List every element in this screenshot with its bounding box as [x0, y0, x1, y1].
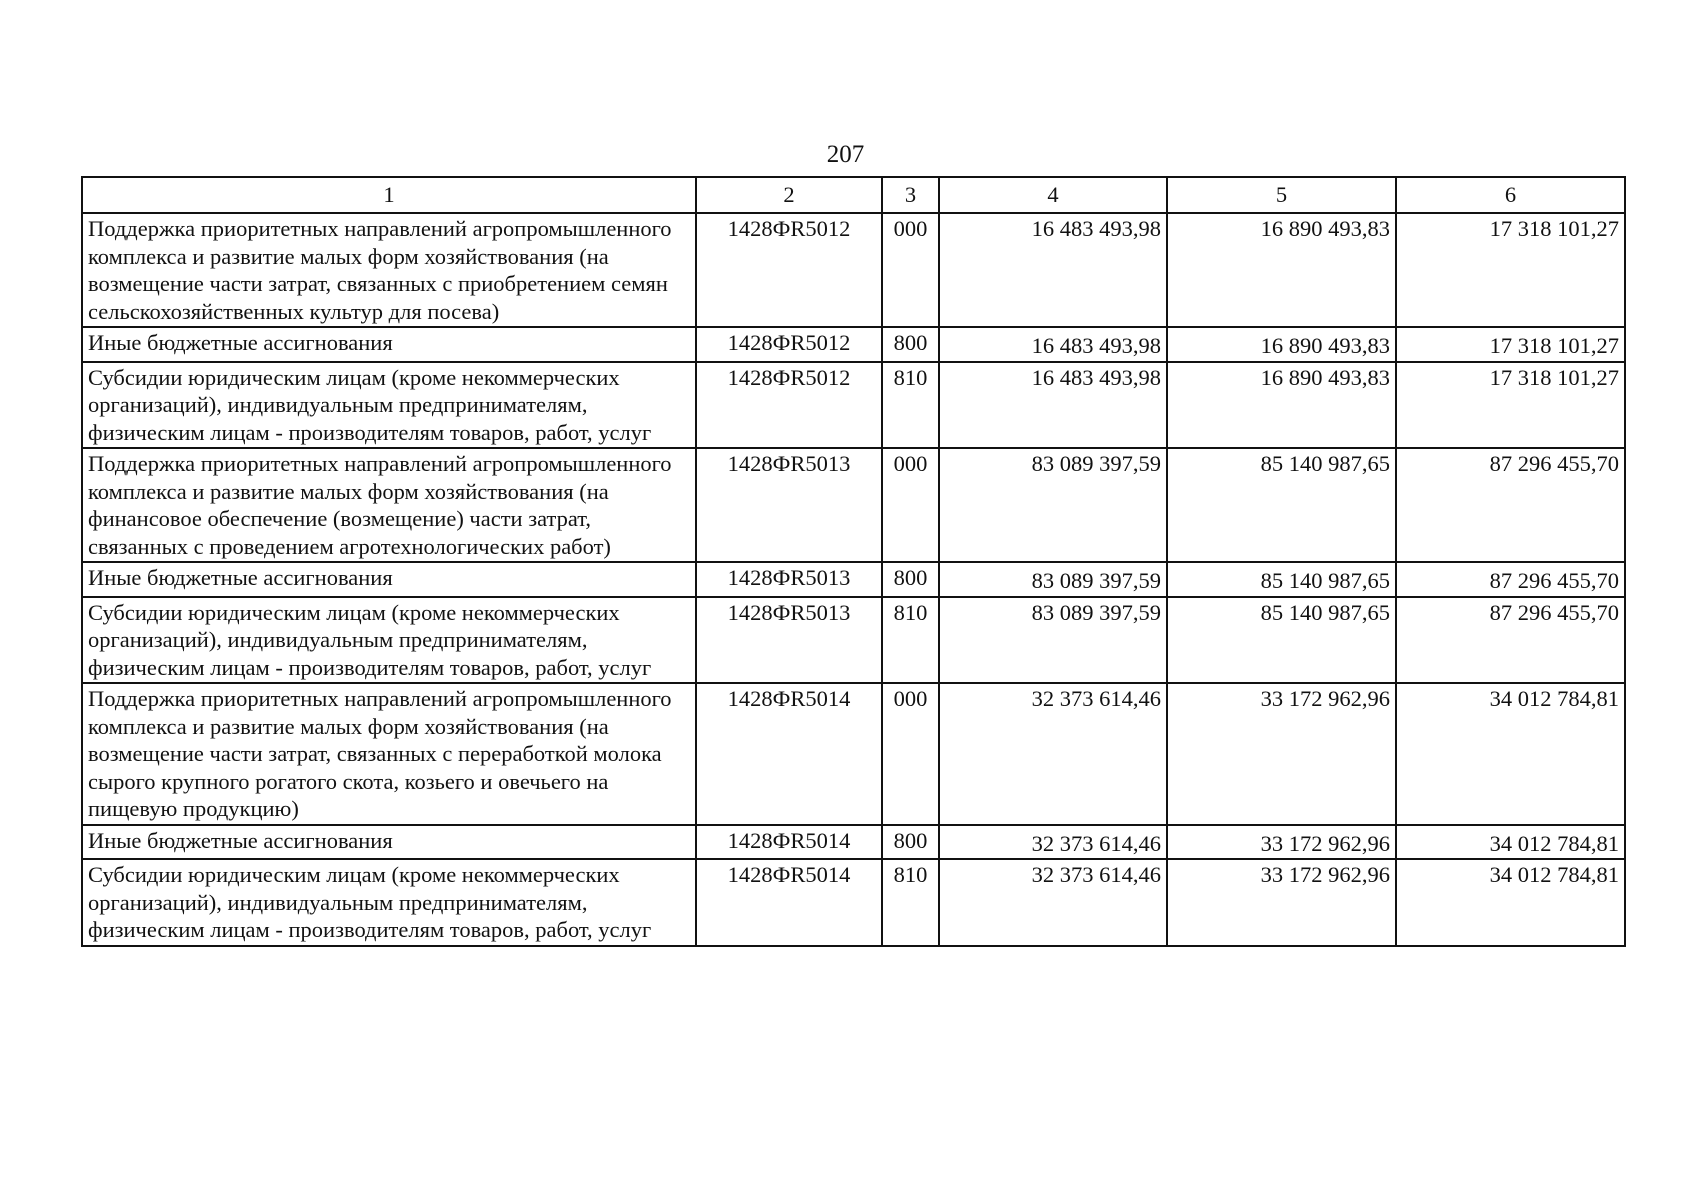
row-name: Субсидии юридическим лицам (кроме некоммерческих организаций), индивидуальным предпринимателям, физическим лицам - производителям товаров, работ, услуг	[82, 597, 696, 684]
row-name: Иные бюджетные ассигнования	[82, 327, 696, 362]
row-value-5: 16 890 493,83	[1167, 362, 1396, 449]
row-value-5: 85 140 987,65	[1167, 562, 1396, 597]
table-header-row	[82, 177, 1625, 213]
row-type: 000	[882, 683, 939, 825]
row-value-5: 33 172 962,96	[1167, 683, 1396, 825]
row-value-4: 83 089 397,59	[939, 562, 1167, 597]
row-type: 800	[882, 562, 939, 597]
page-number: 207	[826, 141, 865, 168]
column-header-6: 6	[1396, 177, 1625, 213]
row-type: 000	[882, 213, 939, 327]
row-value-5: 33 172 962,96	[1167, 859, 1396, 946]
budget-table	[81, 176, 1626, 947]
row-name: Поддержка приоритетных направлений агропромышленного комплекса и развитие малых форм хозяйствования (на возмещение части затрат, связанных с переработкой молока сырого крупного рогатого скота, козьего и овечьего на пищевую продукцию)	[82, 683, 696, 825]
row-value-6: 34 012 784,81	[1396, 825, 1625, 860]
row-name: Субсидии юридическим лицам (кроме некоммерческих организаций), индивидуальным предпринимателям, физическим лицам - производителям товаров, работ, услуг	[82, 859, 696, 946]
row-name: Субсидии юридическим лицам (кроме некоммерческих организаций), индивидуальным предпринимателям, физическим лицам - производителям товаров, работ, услуг	[82, 362, 696, 449]
row-value-6: 87 296 455,70	[1396, 448, 1625, 562]
column-header-5: 5	[1167, 177, 1396, 213]
table-row	[82, 597, 1625, 684]
row-value-4: 32 373 614,46	[939, 825, 1167, 860]
row-name: Иные бюджетные ассигнования	[82, 562, 696, 597]
row-value-4: 32 373 614,46	[939, 859, 1167, 946]
row-value-4: 16 483 493,98	[939, 362, 1167, 449]
row-type: 810	[882, 597, 939, 684]
row-value-4: 32 373 614,46	[939, 683, 1167, 825]
row-code: 1428ФR5013	[696, 562, 882, 597]
table-row	[82, 562, 1625, 597]
row-value-6: 17 318 101,27	[1396, 362, 1625, 449]
row-type: 800	[882, 327, 939, 362]
table-row	[82, 448, 1625, 562]
row-code: 1428ФR5013	[696, 448, 882, 562]
row-name: Иные бюджетные ассигнования	[82, 825, 696, 860]
row-name: Поддержка приоритетных направлений агропромышленного комплекса и развитие малых форм хозяйствования (на возмещение части затрат, связанных с приобретением семян сельскохозяйственных культур для посева)	[82, 213, 696, 327]
row-value-6: 87 296 455,70	[1396, 562, 1625, 597]
row-value-5: 16 890 493,83	[1167, 327, 1396, 362]
row-value-6: 34 012 784,81	[1396, 683, 1625, 825]
row-value-5: 33 172 962,96	[1167, 825, 1396, 860]
row-value-4: 16 483 493,98	[939, 213, 1167, 327]
column-header-4: 4	[939, 177, 1167, 213]
table-row	[82, 683, 1625, 825]
table-row	[82, 327, 1625, 362]
row-code: 1428ФR5012	[696, 213, 882, 327]
table-row	[82, 362, 1625, 449]
row-value-5: 85 140 987,65	[1167, 448, 1396, 562]
row-code: 1428ФR5014	[696, 825, 882, 860]
row-value-4: 83 089 397,59	[939, 597, 1167, 684]
row-value-5: 16 890 493,83	[1167, 213, 1396, 327]
column-header-3: 3	[882, 177, 939, 213]
row-value-5: 85 140 987,65	[1167, 597, 1396, 684]
row-value-4: 83 089 397,59	[939, 448, 1167, 562]
row-code: 1428ФR5013	[696, 597, 882, 684]
table-row	[82, 825, 1625, 860]
row-code: 1428ФR5014	[696, 683, 882, 825]
row-type: 810	[882, 859, 939, 946]
row-code: 1428ФR5012	[696, 327, 882, 362]
row-code: 1428ФR5014	[696, 859, 882, 946]
row-value-6: 17 318 101,27	[1396, 327, 1625, 362]
row-type: 810	[882, 362, 939, 449]
row-value-6: 87 296 455,70	[1396, 597, 1625, 684]
table-row	[82, 213, 1625, 327]
row-value-4: 16 483 493,98	[939, 327, 1167, 362]
row-value-6: 17 318 101,27	[1396, 213, 1625, 327]
row-value-6: 34 012 784,81	[1396, 859, 1625, 946]
row-name: Поддержка приоритетных направлений агропромышленного комплекса и развитие малых форм хозяйствования (на финансовое обеспечение (возмещение) части затрат, связанных с проведением агротехнологических работ)	[82, 448, 696, 562]
column-header-2: 2	[696, 177, 882, 213]
row-code: 1428ФR5012	[696, 362, 882, 449]
column-header-1: 1	[82, 177, 696, 213]
row-type: 000	[882, 448, 939, 562]
table-row	[82, 859, 1625, 946]
row-type: 800	[882, 825, 939, 860]
